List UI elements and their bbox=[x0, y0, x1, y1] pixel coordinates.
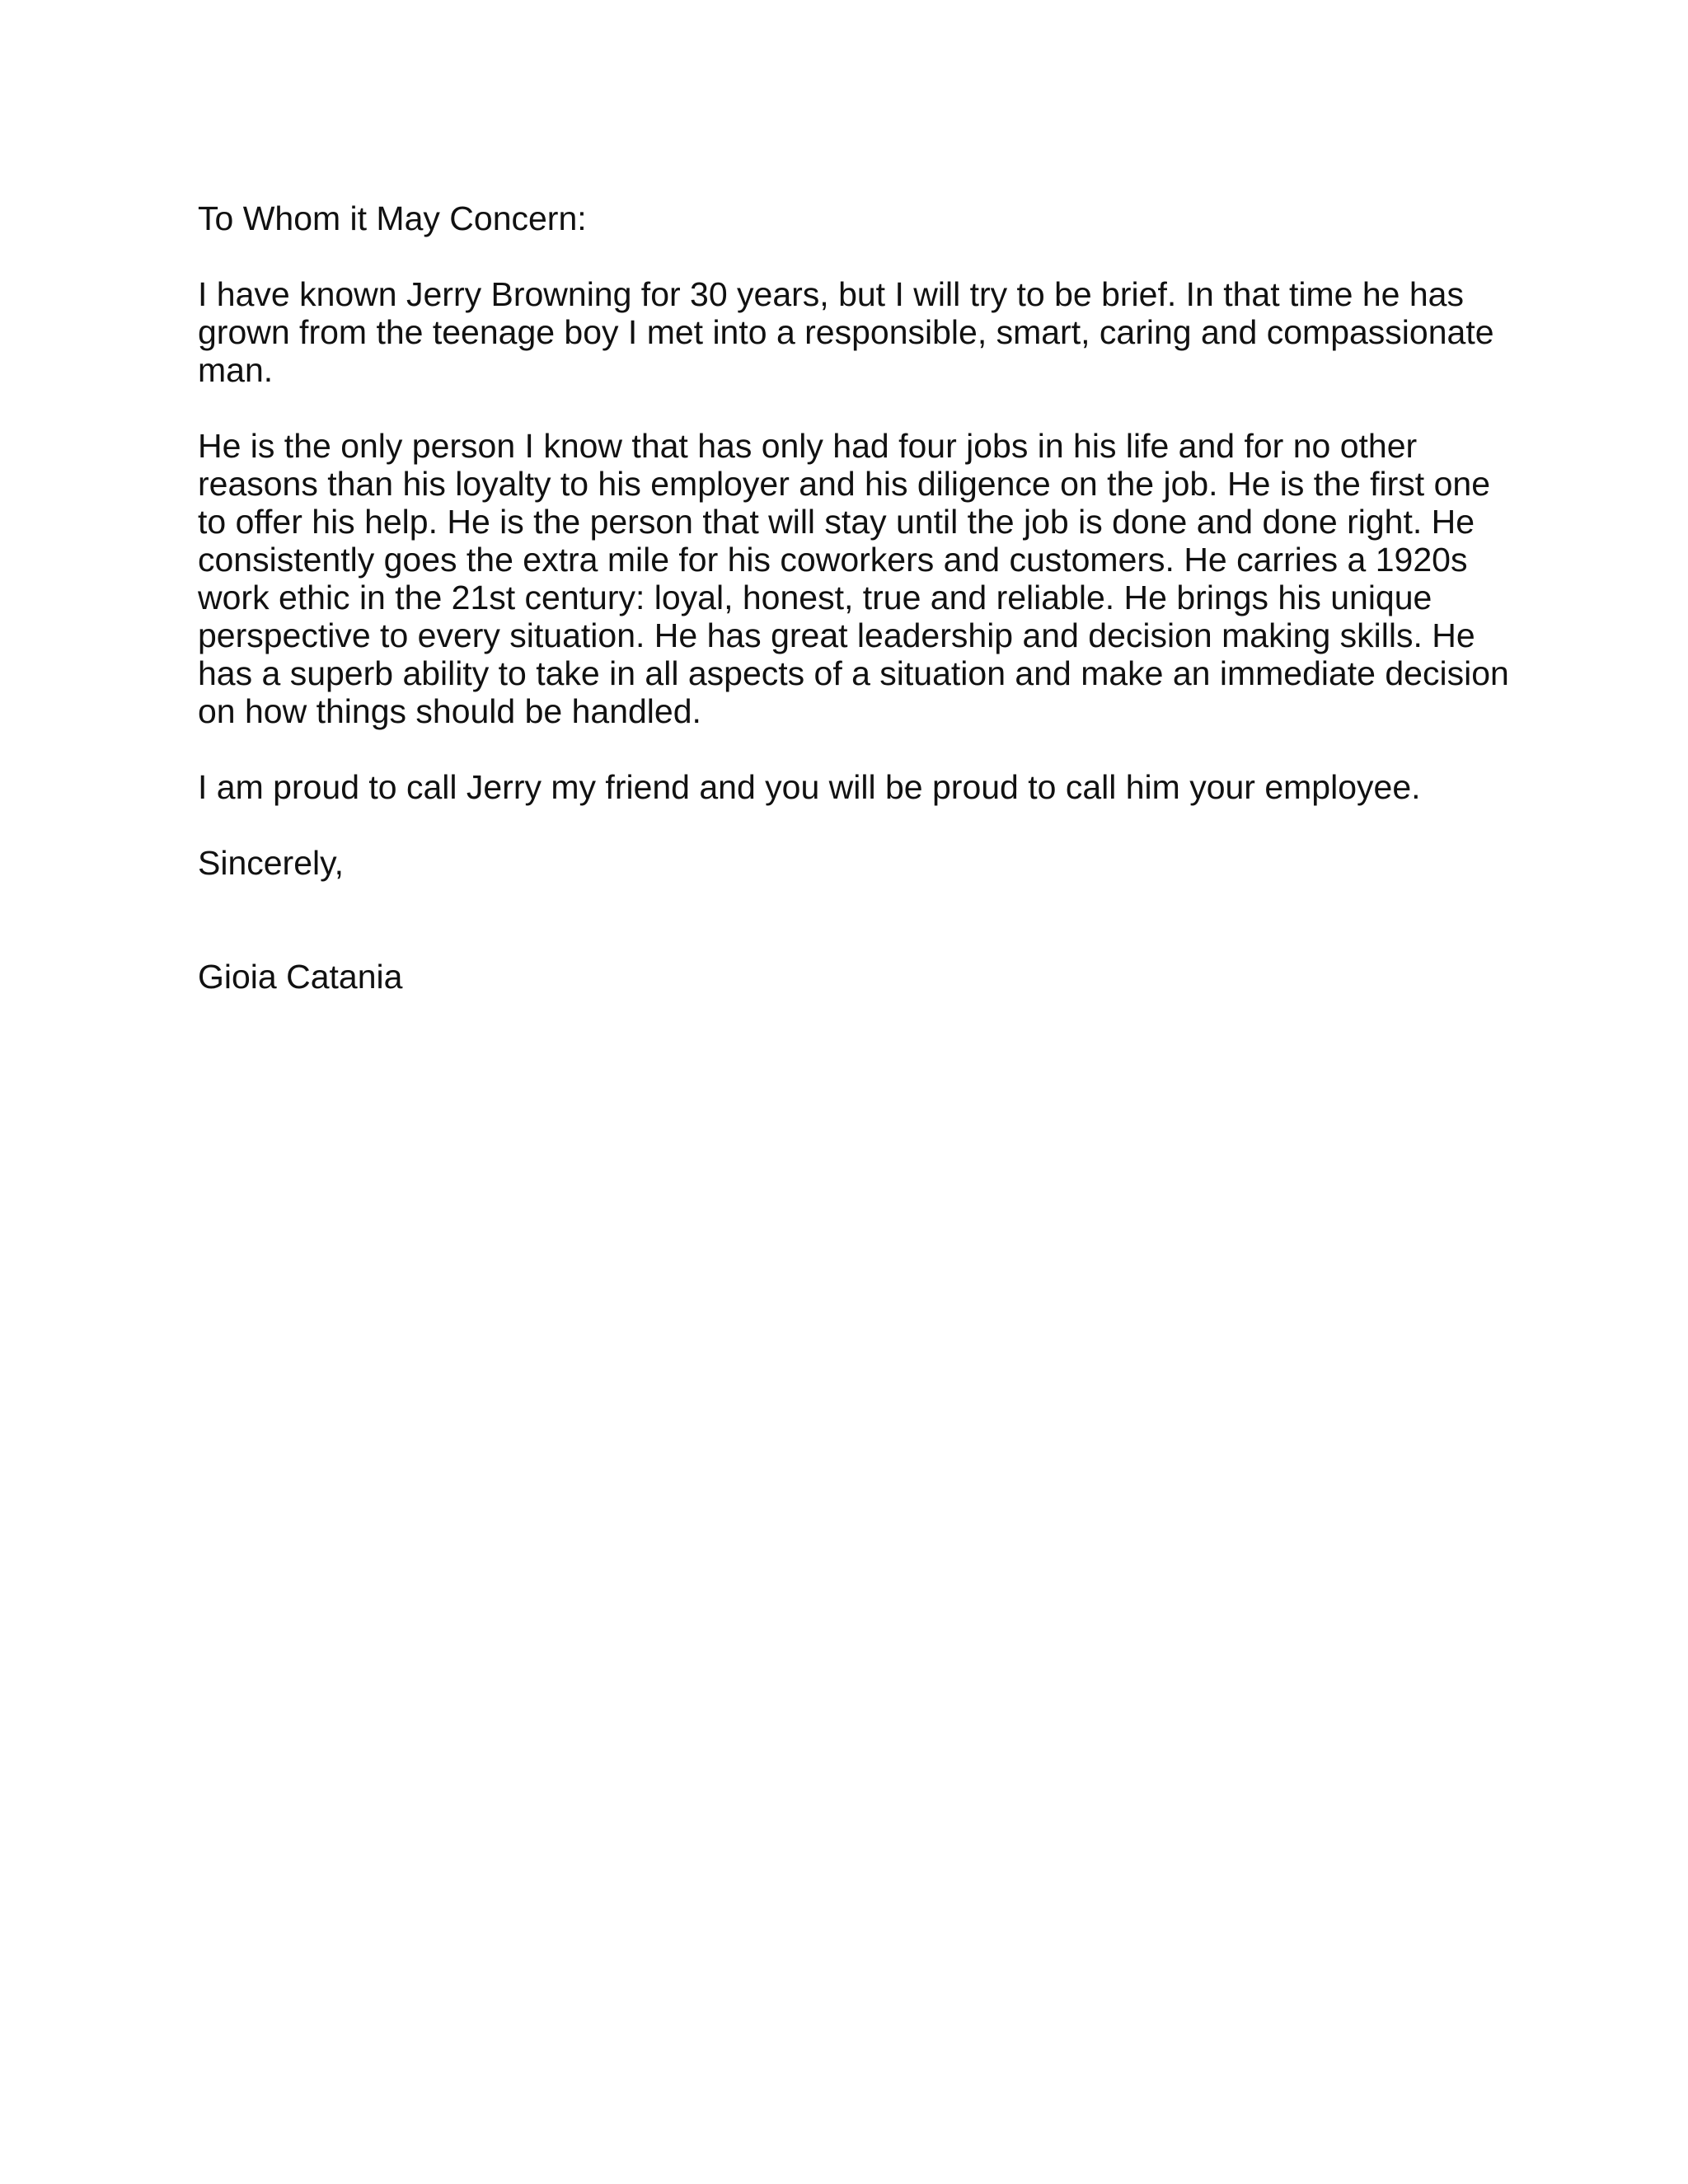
signature-name bbox=[198, 958, 1484, 996]
greeting bbox=[198, 199, 1484, 237]
paragraph-2-line-6: perspective to every situation. He has great leadership and decision making skills. He bbox=[198, 616, 1475, 654]
closing bbox=[198, 844, 1484, 882]
paragraph-2-line-5: work ethic in the 21st century: loyal, honest, true and reliable. He brings his unique bbox=[198, 579, 1432, 616]
paragraph-2-line-8: on how things should be handled. bbox=[198, 692, 701, 730]
greeting-line: To Whom it May Concern: bbox=[198, 199, 587, 237]
closing-line: Sincerely, bbox=[198, 844, 344, 882]
paragraph-1 bbox=[198, 275, 1494, 389]
paragraph-1-line-2: grown from the teenage boy I met into a responsible, smart, caring and compassionate bbox=[198, 313, 1494, 351]
letter-body bbox=[198, 199, 1509, 996]
paragraph-2-line-3: to offer his help. He is the person that will stay until the job is done and done right. He bbox=[198, 503, 1475, 541]
paragraph-2 bbox=[198, 427, 1509, 730]
paragraph-3-line-1: I am proud to call Jerry my friend and you will be proud to call him your employee. bbox=[198, 768, 1421, 806]
paragraph-1-line-1: I have known Jerry Browning for 30 years, but I will try to be brief. In that time he has bbox=[198, 275, 1464, 313]
paragraph-2-line-1: He is the only person I know that has only had four jobs in his life and for no other bbox=[198, 427, 1418, 465]
paragraph-2-line-4: consistently goes the extra mile for his coworkers and customers. He carries a 1920s bbox=[198, 541, 1468, 579]
paragraph-3 bbox=[198, 768, 1484, 806]
paragraph-2-line-7: has a superb ability to take in all aspects of a situation and make an immediate decision bbox=[198, 654, 1509, 692]
paragraph-1-line-3: man. bbox=[198, 351, 274, 389]
paragraph-2-line-2: reasons than his loyalty to his employer and his diligence on the job. He is the first one bbox=[198, 465, 1490, 503]
signature-line: Gioia Catania bbox=[198, 958, 403, 996]
